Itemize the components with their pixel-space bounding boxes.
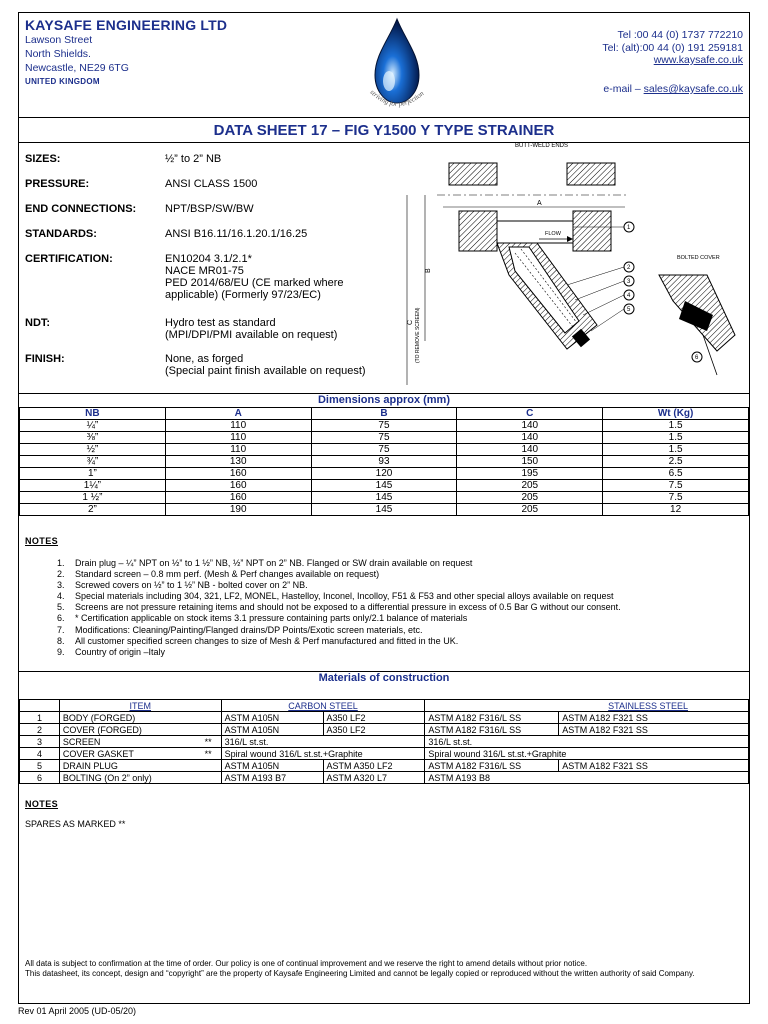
spares-note: SPARES AS MARKED **: [25, 819, 126, 829]
website-link[interactable]: www.kaysafe.co.uk: [653, 54, 743, 66]
cell-wt: 7.5: [603, 492, 749, 504]
spec-label: NDT:: [25, 317, 51, 329]
address-line: North Shields.: [25, 48, 91, 60]
cell-carbon: ASTM A350 LF2: [323, 760, 425, 772]
cell-c: 140: [457, 444, 603, 456]
table-row: [20, 456, 749, 468]
logo-tagline: striving for perfection: [368, 88, 426, 109]
cell-wt: 12: [603, 504, 749, 516]
cell-stainless: ASTM A182 F316/L SS: [425, 760, 559, 772]
note-item: 5. Screens are not pressure retaining items and should not be exposed to a differential pressure in excess of 0.5 Bar G without our consent.: [67, 602, 747, 613]
cell-item: [59, 712, 221, 724]
address-country: UNITED KINGDOM: [25, 77, 100, 86]
disclaimer: [25, 959, 745, 979]
cell-a: 130: [165, 456, 311, 468]
cell-a: 160: [165, 468, 311, 480]
cell-a: 110: [165, 432, 311, 444]
spec-label: END CONNECTIONS:: [25, 203, 137, 215]
table-row: [20, 432, 749, 444]
data-sheet-page: [18, 12, 750, 1004]
spec-value: None, as forged (Special paint finish available on request): [165, 353, 366, 377]
cell-no: 1: [20, 712, 60, 724]
column-header: CARBON STEEL: [221, 700, 425, 712]
spec-label: PRESSURE:: [25, 178, 90, 190]
column-header: ITEM: [59, 700, 221, 712]
table-header-row: [20, 700, 749, 712]
cell-nb: 1¼”: [20, 480, 166, 492]
cell-a: 110: [165, 444, 311, 456]
cell-nb: 2”: [20, 504, 166, 516]
note-item: 2. Standard screen – 0.8 mm perf. (Mesh & Perf changes available on request): [67, 569, 747, 580]
table-row: [20, 492, 749, 504]
spec-value: ANSI CLASS 1500: [165, 178, 258, 190]
cell-b: 145: [311, 504, 457, 516]
table-row: [20, 748, 749, 760]
cell-c: 205: [457, 480, 603, 492]
spec-label: SIZES:: [25, 153, 61, 165]
dimensions-heading: Dimensions approx (mm): [317, 394, 451, 406]
table-row: [20, 480, 749, 492]
cell-no: 5: [20, 760, 60, 772]
note-item: 7. Modifications: Cleaning/Painting/Flanged drains/DP Points/Exotic screen materials, etc.: [67, 625, 747, 636]
spare-mark: **: [204, 748, 212, 759]
cell-wt: 1.5: [603, 432, 749, 444]
table-row: [20, 468, 749, 480]
cell-b: 145: [311, 480, 457, 492]
table-row: [20, 724, 749, 736]
cell-no: 2: [20, 724, 60, 736]
page-title: DATA SHEET 17 – FIG Y1500 Y TYPE STRAINER: [213, 122, 555, 139]
table-row: [20, 504, 749, 516]
cell-no: 4: [20, 748, 60, 760]
cell-nb: 1”: [20, 468, 166, 480]
cell-item: [59, 724, 221, 736]
label-to-remove-screen: (TO REMOVE SCREEN): [415, 307, 421, 363]
item-name: COVER (FORGED): [62, 724, 142, 735]
cell-item: [59, 772, 221, 784]
note-item: 1. Drain plug – ¼” NPT on ½” to 1 ½” NB, ½” NPT on 2” NB. Flanged or SW drain available on request: [67, 558, 747, 569]
note-item: 9. Country of origin –Italy: [67, 647, 747, 658]
spec-value: NPT/BSP/SW/BW: [165, 203, 254, 215]
note-item: 3. Screwed covers on ½” to 1 ½” NB - bolted cover on 2” NB.: [67, 580, 747, 591]
cell-stainless: ASTM A182 F316/L SS: [425, 724, 559, 736]
cell-item: [59, 748, 221, 760]
spec-label: STANDARDS:: [25, 228, 97, 240]
note-item: 4. Special materials including 304, 321, LF2, MONEL, Hastelloy, Inconel, Incolloy, F51 & F53 and other special alloys available on request: [67, 591, 747, 602]
cell-carbon: ASTM A105N: [221, 760, 323, 772]
table-row: [20, 736, 749, 748]
cell-carbon: ASTM A105N: [221, 724, 323, 736]
dimension-c-label: C: [407, 319, 414, 325]
table-row: [20, 772, 749, 784]
cell-carbon: ASTM A193 B7: [221, 772, 323, 784]
cell-nb: ⅜”: [20, 432, 166, 444]
column-header-blank: [20, 700, 60, 712]
company-address: [25, 33, 129, 89]
spec-value: Hydro test as standard (MPI/DPI/PMI available on request): [165, 317, 338, 341]
cell-item: [59, 736, 221, 748]
cell-carbon: A350 LF2: [323, 712, 425, 724]
cell-carbon: ASTM A105N: [221, 712, 323, 724]
cell-b: 75: [311, 444, 457, 456]
email-prefix: e-mail –: [603, 83, 644, 95]
spec-value: ANSI B16.11/16.1.20.1/16.25: [165, 228, 308, 240]
callout-5: 5: [627, 307, 631, 313]
spec-label: CERTIFICATION:: [25, 253, 113, 265]
disclaimer-line: This datasheet, its concept, design and “copyright” are the property of Kaysafe Engineering Limited and cannot be legally copied or reproduced without the written authority of said Company.: [25, 969, 695, 978]
callout-3: 3: [627, 279, 631, 285]
item-name: BODY (FORGED): [62, 712, 136, 723]
table-row: [20, 712, 749, 724]
cell-nb: ¼”: [20, 420, 166, 432]
cell-c: 205: [457, 492, 603, 504]
cell-no: 6: [20, 772, 60, 784]
notes-list: [27, 558, 747, 658]
materials-table: [19, 699, 749, 784]
company-name: KAYSAFE ENGINEERING LTD: [25, 17, 228, 33]
cell-carbon: ASTM A320 L7: [323, 772, 425, 784]
callout-4: 4: [627, 293, 631, 299]
cell-stainless: ASTM A182 F321 SS: [559, 724, 749, 736]
cell-item: [59, 760, 221, 772]
cell-a: 190: [165, 504, 311, 516]
table-row: [20, 760, 749, 772]
address-line: Lawson Street: [25, 34, 93, 46]
cell-stainless: ASTM A182 F316/L SS: [425, 712, 559, 724]
contact-block: [602, 29, 743, 67]
cell-b: 75: [311, 420, 457, 432]
email-line: [603, 83, 743, 95]
phone-number: Tel :00 44 (0) 1737 772210: [617, 29, 743, 41]
cell-b: 93: [311, 456, 457, 468]
item-name: BOLTING (On 2” only): [62, 772, 152, 783]
email-link[interactable]: sales@kaysafe.co.uk: [643, 83, 743, 95]
column-header: Wt (Kg): [603, 408, 749, 420]
note-item: 8. All customer specified screen changes to size of Mesh & Perf manufactured and fitted in the UK.: [67, 636, 747, 647]
cell-nb: ½”: [20, 444, 166, 456]
spec-label: FINISH:: [25, 353, 65, 365]
divider: [19, 117, 749, 118]
table-row: [20, 420, 749, 432]
cell-c: 150: [457, 456, 603, 468]
item-name: SCREEN: [62, 736, 101, 747]
cell-nb: 1 ½”: [20, 492, 166, 504]
cell-b: 120: [311, 468, 457, 480]
alt-phone-number: Tel: (alt):00 44 (0) 191 259181: [602, 41, 743, 54]
spare-mark: **: [204, 736, 212, 747]
column-header: STAINLESS STEEL: [425, 700, 749, 712]
kaysafe-droplet-logo: [349, 15, 445, 117]
label-flow: FLOW: [545, 231, 561, 237]
callout-2: 2: [627, 265, 631, 271]
column-header: C: [457, 408, 603, 420]
dimension-a-label: A: [537, 200, 542, 207]
item-name: DRAIN PLUG: [62, 760, 118, 771]
callout-1: 1: [627, 225, 631, 231]
cell-b: 75: [311, 432, 457, 444]
cell-wt: 7.5: [603, 480, 749, 492]
table-header-row: [20, 408, 749, 420]
cell-c: 140: [457, 420, 603, 432]
cell-c: 140: [457, 432, 603, 444]
spec-value: EN10204 3.1/2.1* NACE MR01-75 PED 2014/68/EU (CE marked where applicable) (Formerly 97/23/EC): [165, 253, 344, 301]
note-item: 6. * Certification applicable on stock items 3.1 pressure containing parts only/2.1 balance of materials: [67, 613, 747, 624]
cell-stainless: 316/L st.st.: [425, 736, 749, 748]
cell-nb: ¾”: [20, 456, 166, 468]
dimension-b-label: B: [425, 268, 432, 273]
disclaimer-line: All data is subject to confirmation at the time of order. Our policy is one of continual improvement and we reserve the right to amend details without prior notice.: [25, 959, 588, 968]
cell-wt: 1.5: [603, 420, 749, 432]
notes-heading-2: NOTES: [25, 799, 59, 809]
column-header: A: [165, 408, 311, 420]
address-line: Newcastle, NE29 6TG: [25, 62, 129, 74]
column-header: NB: [20, 408, 166, 420]
table-row: [20, 444, 749, 456]
cell-stainless: ASTM A193 B8: [425, 772, 749, 784]
dimensions-table: [19, 407, 749, 516]
cell-c: 195: [457, 468, 603, 480]
cell-wt: 1.5: [603, 444, 749, 456]
item-name: COVER GASKET: [62, 748, 134, 759]
spec-value: ½” to 2” NB: [165, 153, 222, 165]
cell-a: 160: [165, 492, 311, 504]
cell-wt: 2.5: [603, 456, 749, 468]
cell-carbon: A350 LF2: [323, 724, 425, 736]
cell-stainless: ASTM A182 F321 SS: [559, 760, 749, 772]
column-header: B: [311, 408, 457, 420]
cell-stainless: ASTM A182 F321 SS: [559, 712, 749, 724]
callout-6: 6: [695, 355, 699, 361]
cell-c: 205: [457, 504, 603, 516]
label-butt-weld-ends: BUTT-WELD ENDS: [515, 143, 569, 149]
cell-b: 145: [311, 492, 457, 504]
cell-carbon: Spiral wound 316/L st.st.+Graphite: [221, 748, 425, 760]
materials-heading: Materials of construction: [318, 672, 450, 684]
cell-a: 110: [165, 420, 311, 432]
label-bolted-cover: BOLTED COVER: [677, 255, 720, 261]
cell-a: 160: [165, 480, 311, 492]
revision-label: Rev 01 April 2005 (UD-05/20): [18, 1006, 137, 1016]
cell-no: 3: [20, 736, 60, 748]
cell-carbon: 316/L st.st.: [221, 736, 425, 748]
cell-wt: 6.5: [603, 468, 749, 480]
strainer-cross-section-drawing: [397, 135, 747, 397]
cell-stainless: Spiral wound 316/L st.st.+Graphite: [425, 748, 749, 760]
notes-heading: NOTES: [25, 536, 59, 546]
